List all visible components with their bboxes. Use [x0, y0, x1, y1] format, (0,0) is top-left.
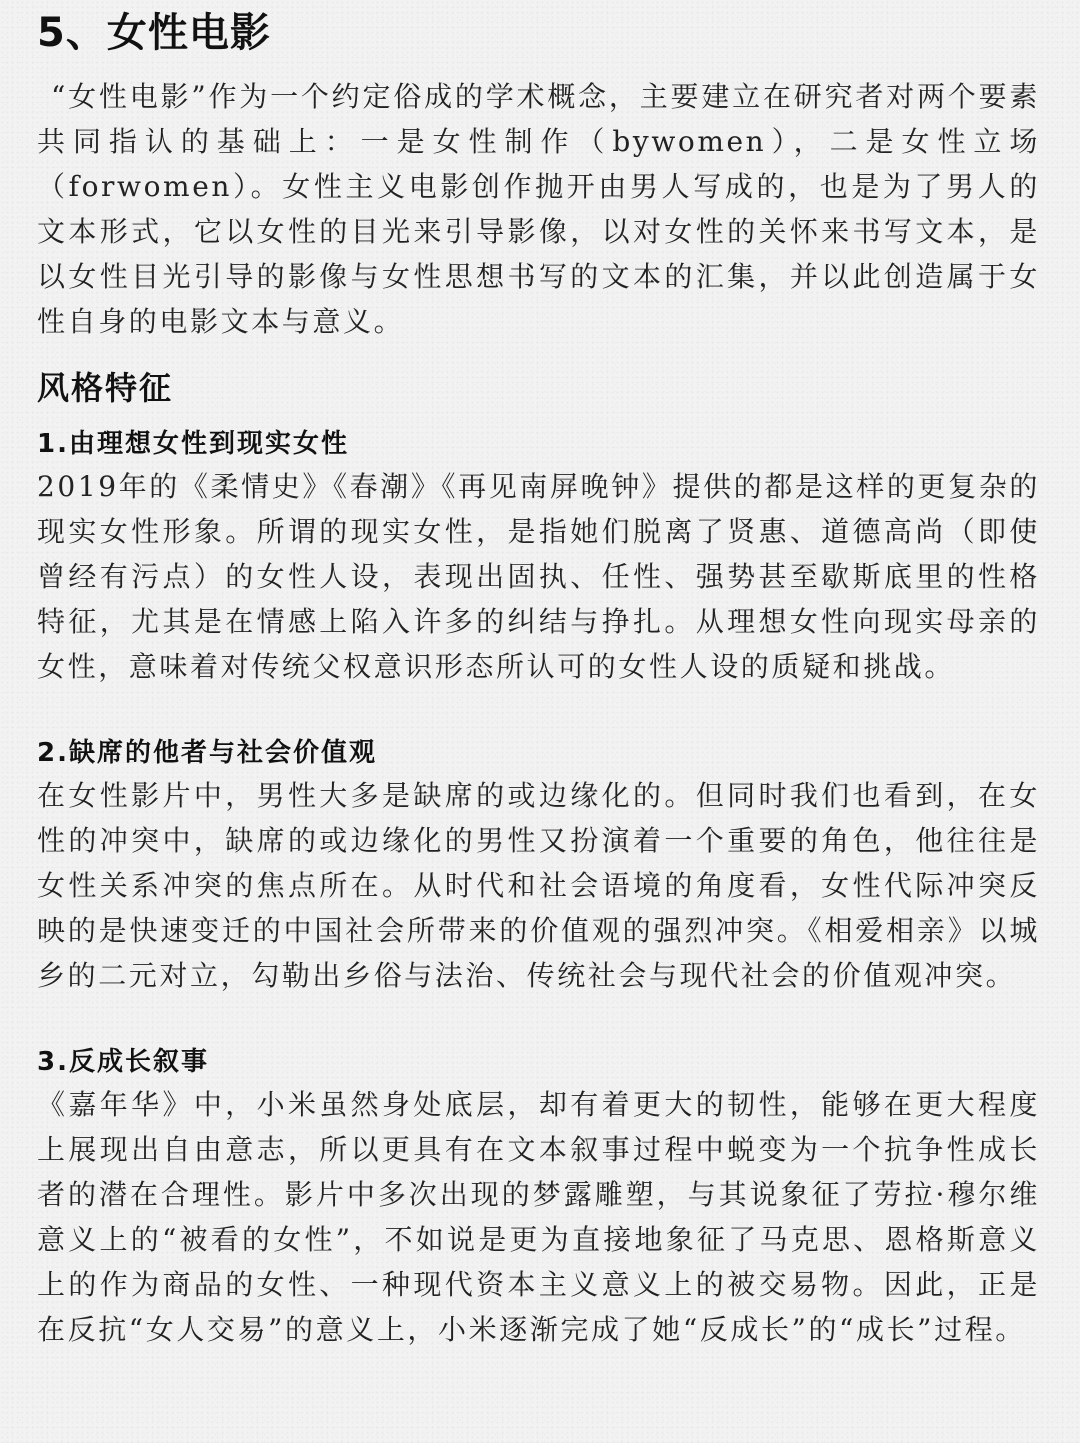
- feature-heading-2: 2.缺席的他者与社会价值观: [37, 738, 377, 768]
- page-title: 5、女性电影: [37, 10, 271, 56]
- section-heading-style-features: 风格特征: [37, 369, 174, 407]
- feature-heading-1: 1.由理想女性到现实女性: [37, 429, 349, 459]
- feature-paragraph-2: 在女性影片中，男性大多是缺席的或边缘化的。但同时我们也看到，在女性的冲突中，缺席的或边缘化的男性又扮演着一个重要的角色，他往往是女性关系冲突的焦点所在。从时代和社会语境的角度看，女性代际冲突反映的是快速变迁的中国社会所带来的价值观的强烈冲突。《相爱相亲》以城乡的二元对立，勾勒出乡俗与法治、传统社会与现代社会的价值观冲突。: [37, 779, 1040, 992]
- feature-paragraph-1: 2019年的《柔情史》《春潮》《再见南屏晚钟》提供的都是这样的更复杂的现实女性形象。所谓的现实女性，是指她们脱离了贤惠、道德高尚（即使曾经有污点）的女性人设，表现出固执、任性、强势甚至歇斯底里的性格特征，尤其是在情感上陷入许多的纠结与挣扎。从理想女性向现实母亲的女性，意味着对传统父权意识形态所认可的女性人设的质疑和挑战。: [37, 470, 1040, 683]
- feature-paragraph-3: 《嘉年华》中，小米虽然身处底层，却有着更大的韧性，能够在更大程度上展现出自由意志，所以更具有在文本叙事过程中蜕变为一个抗争性成长者的潜在合理性。影片中多次出现的梦露雕塑，与其说象征了劳拉·穆尔维意义上的“被看的女性”，不如说是更为直接地象征了马克思、恩格斯意义上的作为商品的女性、一种现代资本主义意义上的被交易物。因此，正是在反抗“女人交易”的意义上，小米逐渐完成了她“反成长”的“成长”过程。: [37, 1088, 1040, 1346]
- intro-paragraph: “女性电影”作为一个约定俗成的学术概念，主要建立在研究者对两个要素共同指认的基础上：一是女性制作（bywomen），二是女性立场（forwomen）。女性主义电影创作抛开由男人写成的，也是为了男人的文本形式，它以女性的目光来引导影像，以对女性的关怀来书写文本，是以女性目光引导的影像与女性思想书写的文本的汇集，并以此创造属于女性自身的电影文本与意义。: [37, 80, 1040, 338]
- feature-heading-3: 3.反成长叙事: [37, 1047, 209, 1077]
